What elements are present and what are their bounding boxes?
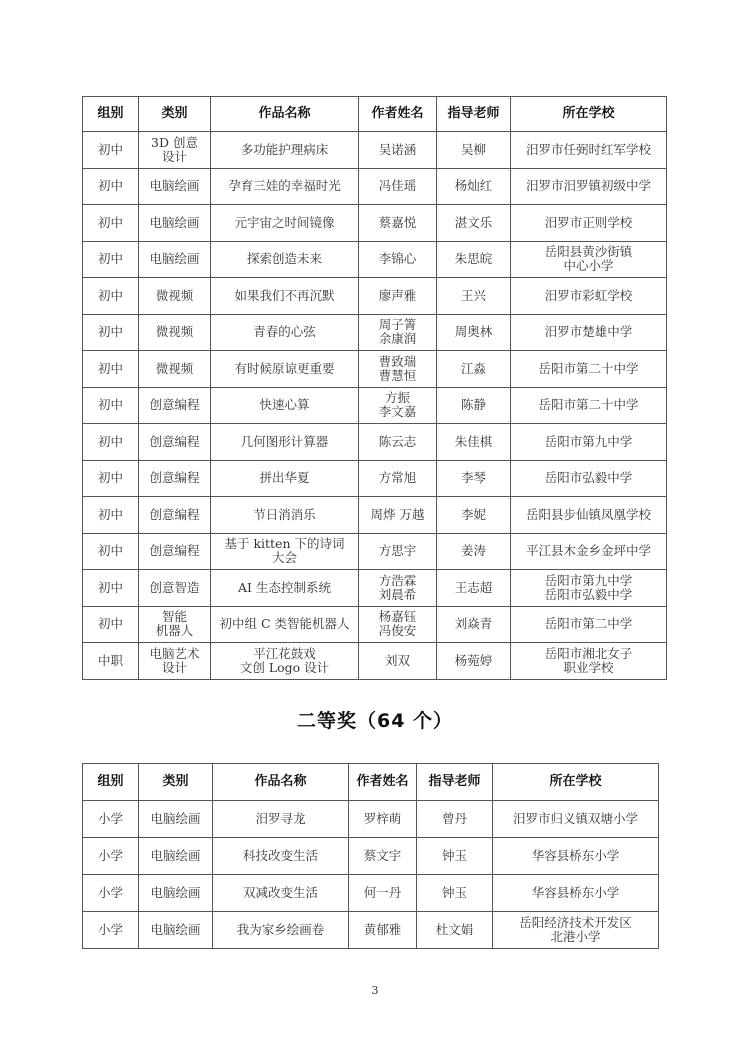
table-row <box>83 132 667 169</box>
group-cell-text: 初中 <box>97 214 123 230</box>
school-cell <box>493 801 659 838</box>
school-cell <box>511 533 667 570</box>
author-cell <box>359 570 437 607</box>
work-title-cell <box>211 314 359 351</box>
advisor-cell-text: 王志超 <box>454 579 493 595</box>
author-cell <box>359 168 437 205</box>
author-cell-text: 冯佳瑶 <box>378 178 417 194</box>
work-title-cell-text: 基于 kitten 下的诗词 大会 <box>224 536 345 566</box>
advisor-cell <box>437 606 511 643</box>
author-cell <box>359 606 437 643</box>
advisor-cell <box>437 351 511 388</box>
school-cell <box>493 912 659 949</box>
author-cell <box>359 351 437 388</box>
work-title-cell-text: AI 生态控制系统 <box>238 579 331 595</box>
group-cell-text: 小学 <box>97 922 123 937</box>
work-title-cell <box>213 875 349 912</box>
school-cell <box>511 570 667 607</box>
group-cell <box>83 241 139 278</box>
category-cell-text: 微视频 <box>155 287 194 303</box>
work-title-cell-text: 孕育三娃的幸福时光 <box>228 178 341 194</box>
author-cell-text: 方浩霖 刘晨希 <box>378 572 417 602</box>
group-cell <box>83 912 139 949</box>
work-title-cell <box>211 606 359 643</box>
group-cell <box>83 424 139 461</box>
column-header: 所在学校 <box>493 764 659 801</box>
work-title-cell-text: 如果我们不再沉默 <box>234 287 335 303</box>
work-title-cell-text: 初中组 C 类智能机器人 <box>219 616 350 632</box>
author-cell-text: 曹致瑞 曹慧恒 <box>378 353 417 383</box>
advisor-cell <box>437 533 511 570</box>
author-cell-text: 蔡嘉悦 <box>378 214 417 230</box>
author-cell <box>359 132 437 169</box>
work-title-cell-text: 我为家乡绘画卷 <box>236 922 325 937</box>
table-row <box>83 351 667 388</box>
category-cell-text: 微视频 <box>155 324 194 340</box>
work-title-cell <box>213 912 349 949</box>
advisor-cell <box>437 460 511 497</box>
category-cell <box>139 424 211 461</box>
column-header: 指导老师 <box>437 97 511 132</box>
advisor-cell-text: 曾丹 <box>441 811 467 826</box>
advisor-cell-text: 钟玉 <box>441 848 467 863</box>
author-cell <box>359 241 437 278</box>
work-title-cell <box>213 801 349 838</box>
table-row <box>83 168 667 205</box>
author-cell <box>359 314 437 351</box>
school-cell-text: 岳阳县黄沙街镇 中心小学 <box>544 244 633 274</box>
author-cell-text: 方常旭 <box>378 470 417 486</box>
author-cell-text: 李锦心 <box>378 251 417 267</box>
category-cell <box>139 387 211 424</box>
advisor-cell <box>437 314 511 351</box>
author-cell <box>349 875 417 912</box>
school-cell <box>511 424 667 461</box>
school-cell <box>511 606 667 643</box>
column-header: 类别 <box>139 764 213 801</box>
work-title-cell-text: 有时候原谅更重要 <box>234 360 335 376</box>
group-cell-text: 初中 <box>97 433 123 449</box>
author-cell <box>359 497 437 534</box>
category-cell <box>139 838 213 875</box>
category-cell-text: 电脑绘画 <box>149 214 200 230</box>
advisor-cell <box>417 912 493 949</box>
column-header: 作者姓名 <box>349 764 417 801</box>
category-cell-text: 创意编程 <box>149 470 200 486</box>
author-cell-text: 杨嘉钰 冯俊安 <box>378 609 417 639</box>
category-cell-text: 3D 创意 设计 <box>151 134 198 164</box>
column-header: 组别 <box>83 97 139 132</box>
work-title-cell <box>213 838 349 875</box>
advisor-cell <box>437 387 511 424</box>
page-number: 3 <box>371 984 379 997</box>
group-cell <box>83 168 139 205</box>
group-cell <box>83 132 139 169</box>
work-title-cell <box>211 278 359 315</box>
category-cell <box>139 278 211 315</box>
school-cell-text: 岳阳市湘北女子 职业学校 <box>544 645 633 675</box>
author-cell-text: 方振 李文嘉 <box>378 390 417 420</box>
group-cell-text: 初中 <box>97 506 123 522</box>
work-title-cell <box>211 424 359 461</box>
table-row <box>83 643 667 680</box>
category-cell <box>139 801 213 838</box>
group-cell-text: 初中 <box>97 251 123 267</box>
work-title-cell-text: 探索创造未来 <box>246 251 322 267</box>
group-cell <box>83 278 139 315</box>
table-row <box>83 606 667 643</box>
advisor-cell-text: 李琴 <box>460 470 486 486</box>
school-cell <box>511 497 667 534</box>
category-cell <box>139 643 211 680</box>
awards-table-second-prize <box>82 763 659 949</box>
table-row <box>83 241 667 278</box>
advisor-cell-text: 杨灿红 <box>454 178 493 194</box>
advisor-cell-text: 姜涛 <box>460 543 486 559</box>
table-row <box>83 570 667 607</box>
column-header: 作者姓名 <box>359 97 437 132</box>
work-title-cell <box>211 132 359 169</box>
category-cell <box>139 497 211 534</box>
school-cell <box>511 205 667 242</box>
table-row <box>83 205 667 242</box>
work-title-cell-text: 青春的心弦 <box>253 324 316 340</box>
category-cell-text: 电脑绘画 <box>150 885 201 900</box>
advisor-cell <box>417 801 493 838</box>
advisor-cell <box>437 132 511 169</box>
category-cell <box>139 460 211 497</box>
author-cell-text: 黄郁雅 <box>363 922 402 937</box>
school-cell <box>511 460 667 497</box>
column-header: 作品名称 <box>211 97 359 132</box>
group-cell-text: 小学 <box>97 848 123 863</box>
advisor-cell <box>437 643 511 680</box>
group-cell <box>83 314 139 351</box>
group-cell-text: 初中 <box>97 470 123 486</box>
awards-table-first <box>82 96 667 680</box>
author-cell <box>359 387 437 424</box>
author-cell <box>359 643 437 680</box>
work-title-cell-text: 节日消消乐 <box>253 506 316 522</box>
table-row <box>83 497 667 534</box>
column-header: 类别 <box>139 97 211 132</box>
advisor-cell <box>437 424 511 461</box>
group-cell <box>83 460 139 497</box>
category-cell-text: 创意编程 <box>149 433 200 449</box>
advisor-cell-text: 杨菀婷 <box>454 652 493 668</box>
category-cell <box>139 912 213 949</box>
school-cell-text: 岳阳市第二十中学 <box>538 397 639 413</box>
work-title-cell <box>211 168 359 205</box>
category-cell <box>139 570 211 607</box>
advisor-cell-text: 江淼 <box>460 360 486 376</box>
group-cell-text: 小学 <box>97 811 123 826</box>
advisor-cell-text: 王兴 <box>460 287 486 303</box>
category-cell <box>139 132 211 169</box>
school-cell-text: 岳阳经济技术开发区 北港小学 <box>519 915 632 944</box>
author-cell-text: 罗梓萌 <box>363 811 402 826</box>
school-cell <box>511 387 667 424</box>
author-cell-text: 方思宇 <box>378 543 417 559</box>
author-cell <box>349 912 417 949</box>
school-cell-text: 岳阳市第九中学 <box>544 433 633 449</box>
group-cell <box>83 351 139 388</box>
advisor-cell <box>437 241 511 278</box>
advisor-cell <box>437 497 511 534</box>
school-cell-text: 汨罗市任弼时红军学校 <box>525 141 651 157</box>
category-cell-text: 智能 机器人 <box>155 609 194 639</box>
work-title-cell-text: 双减改变生活 <box>242 885 318 900</box>
category-cell-text: 创意智造 <box>149 579 200 595</box>
column-header: 组别 <box>83 764 139 801</box>
table-row <box>83 533 667 570</box>
work-title-cell-text: 平江花鼓戏 文创 Logo 设计 <box>239 645 330 675</box>
author-cell <box>359 424 437 461</box>
school-cell <box>493 838 659 875</box>
advisor-cell <box>437 570 511 607</box>
group-cell <box>83 875 139 912</box>
table-row <box>83 838 659 875</box>
group-cell-text: 初中 <box>97 543 123 559</box>
advisor-cell <box>417 875 493 912</box>
school-cell-text: 汨罗市彩虹学校 <box>544 287 633 303</box>
group-cell <box>83 643 139 680</box>
table-row <box>83 387 667 424</box>
author-cell-text: 陈云志 <box>378 433 417 449</box>
school-cell-text: 汨罗市归义镇双塘小学 <box>512 811 638 826</box>
author-cell <box>359 533 437 570</box>
category-cell-text: 微视频 <box>155 360 194 376</box>
school-cell-text: 岳阳市第二十中学 <box>538 360 639 376</box>
work-title-cell <box>211 570 359 607</box>
category-cell-text: 电脑绘画 <box>150 811 201 826</box>
school-cell <box>511 241 667 278</box>
category-cell-text: 电脑绘画 <box>150 848 201 863</box>
work-title-cell-text: 汨罗寻龙 <box>255 811 306 826</box>
group-cell <box>83 387 139 424</box>
school-cell-text: 汨罗市正则学校 <box>544 214 633 230</box>
work-title-cell <box>211 241 359 278</box>
work-title-cell-text: 科技改变生活 <box>242 848 318 863</box>
author-cell <box>359 278 437 315</box>
school-cell <box>511 314 667 351</box>
advisor-cell <box>437 168 511 205</box>
school-cell-text: 岳阳县步仙镇凤凰学校 <box>525 506 651 522</box>
category-cell <box>139 606 211 643</box>
category-cell-text: 电脑绘画 <box>149 178 200 194</box>
advisor-cell-text: 周奥林 <box>454 324 493 340</box>
work-title-cell-text: 拼出华夏 <box>259 470 310 486</box>
work-title-cell <box>211 460 359 497</box>
advisor-cell <box>417 838 493 875</box>
advisor-cell-text: 吴柳 <box>460 141 486 157</box>
school-cell <box>493 875 659 912</box>
table-header-row <box>83 97 667 132</box>
category-cell-text: 电脑绘画 <box>150 922 201 937</box>
school-cell <box>511 132 667 169</box>
category-cell-text: 电脑艺术 设计 <box>149 645 200 675</box>
category-cell <box>139 241 211 278</box>
category-cell-text: 创意编程 <box>149 506 200 522</box>
advisor-cell-text: 朱思皖 <box>454 251 493 267</box>
group-cell-text: 初中 <box>97 360 123 376</box>
table-row <box>83 460 667 497</box>
school-cell-text: 岳阳市弘毅中学 <box>544 470 633 486</box>
author-cell-text: 何一丹 <box>363 885 402 900</box>
school-cell <box>511 278 667 315</box>
group-cell <box>83 497 139 534</box>
category-cell <box>139 351 211 388</box>
work-title-cell <box>211 497 359 534</box>
table-row <box>83 875 659 912</box>
author-cell-text: 蔡文宇 <box>363 848 402 863</box>
group-cell <box>83 570 139 607</box>
advisor-cell-text: 杜文娟 <box>435 922 474 937</box>
group-cell-text: 初中 <box>97 141 123 157</box>
group-cell <box>83 205 139 242</box>
group-cell-text: 初中 <box>97 616 123 632</box>
advisor-cell-text: 湛文乐 <box>454 214 493 230</box>
work-title-cell <box>211 205 359 242</box>
advisor-cell-text: 钟玉 <box>441 885 467 900</box>
advisor-cell-text: 刘焱青 <box>454 616 493 632</box>
table-row <box>83 314 667 351</box>
group-cell <box>83 533 139 570</box>
category-cell <box>139 168 211 205</box>
group-cell-text: 中职 <box>97 652 123 668</box>
table-row <box>83 912 659 949</box>
school-cell-text: 岳阳市第九中学 岳阳市弘毅中学 <box>544 572 633 602</box>
work-title-cell <box>211 351 359 388</box>
author-cell <box>359 460 437 497</box>
category-cell <box>139 205 211 242</box>
work-title-cell-text: 多功能护理病床 <box>240 141 329 157</box>
school-cell-text: 汨罗市汨罗镇初级中学 <box>525 178 651 194</box>
group-cell <box>83 838 139 875</box>
column-header: 指导老师 <box>417 764 493 801</box>
group-cell-text: 初中 <box>97 287 123 303</box>
work-title-cell <box>211 533 359 570</box>
column-header: 所在学校 <box>511 97 667 132</box>
author-cell-text: 周烨 万越 <box>370 506 425 522</box>
category-cell-text: 创意编程 <box>149 543 200 559</box>
column-header: 作品名称 <box>213 764 349 801</box>
group-cell-text: 初中 <box>97 579 123 595</box>
table-row <box>83 801 659 838</box>
advisor-cell <box>437 278 511 315</box>
author-cell-text: 吴诺涵 <box>378 141 417 157</box>
author-cell <box>359 205 437 242</box>
group-cell-text: 初中 <box>97 324 123 340</box>
group-cell-text: 初中 <box>97 178 123 194</box>
group-cell <box>83 606 139 643</box>
category-cell-text: 电脑绘画 <box>149 251 200 267</box>
advisor-cell <box>437 205 511 242</box>
work-title-cell-text: 几何图形计算器 <box>240 433 329 449</box>
school-cell-text: 华容县桥东小学 <box>531 848 620 863</box>
table-row <box>83 424 667 461</box>
section-title-second-prize: 二等奖（64 个） <box>296 710 454 732</box>
category-cell-text: 创意编程 <box>149 397 200 413</box>
work-title-cell-text: 元宇宙之时间镜像 <box>234 214 335 230</box>
group-cell <box>83 801 139 838</box>
school-cell-text: 岳阳市第二中学 <box>544 616 633 632</box>
school-cell <box>511 351 667 388</box>
school-cell-text: 华容县桥东小学 <box>531 885 620 900</box>
author-cell-text: 周子箐 余康润 <box>378 317 417 347</box>
advisor-cell-text: 朱佳棋 <box>454 433 493 449</box>
school-cell-text: 平江县木金乡金坪中学 <box>525 543 651 559</box>
work-title-cell <box>211 387 359 424</box>
group-cell-text: 小学 <box>97 885 123 900</box>
group-cell-text: 初中 <box>97 397 123 413</box>
category-cell <box>139 314 211 351</box>
author-cell <box>349 838 417 875</box>
table-row <box>83 278 667 315</box>
category-cell <box>139 875 213 912</box>
school-cell <box>511 168 667 205</box>
advisor-cell-text: 李妮 <box>460 506 486 522</box>
work-title-cell-text: 快速心算 <box>259 397 310 413</box>
category-cell <box>139 533 211 570</box>
school-cell-text: 汨罗市楚雄中学 <box>544 324 633 340</box>
table-header-row <box>83 764 659 801</box>
author-cell-text: 刘双 <box>384 652 410 668</box>
advisor-cell-text: 陈静 <box>460 397 486 413</box>
work-title-cell <box>211 643 359 680</box>
author-cell <box>349 801 417 838</box>
author-cell-text: 廖声雅 <box>378 287 417 303</box>
school-cell <box>511 643 667 680</box>
